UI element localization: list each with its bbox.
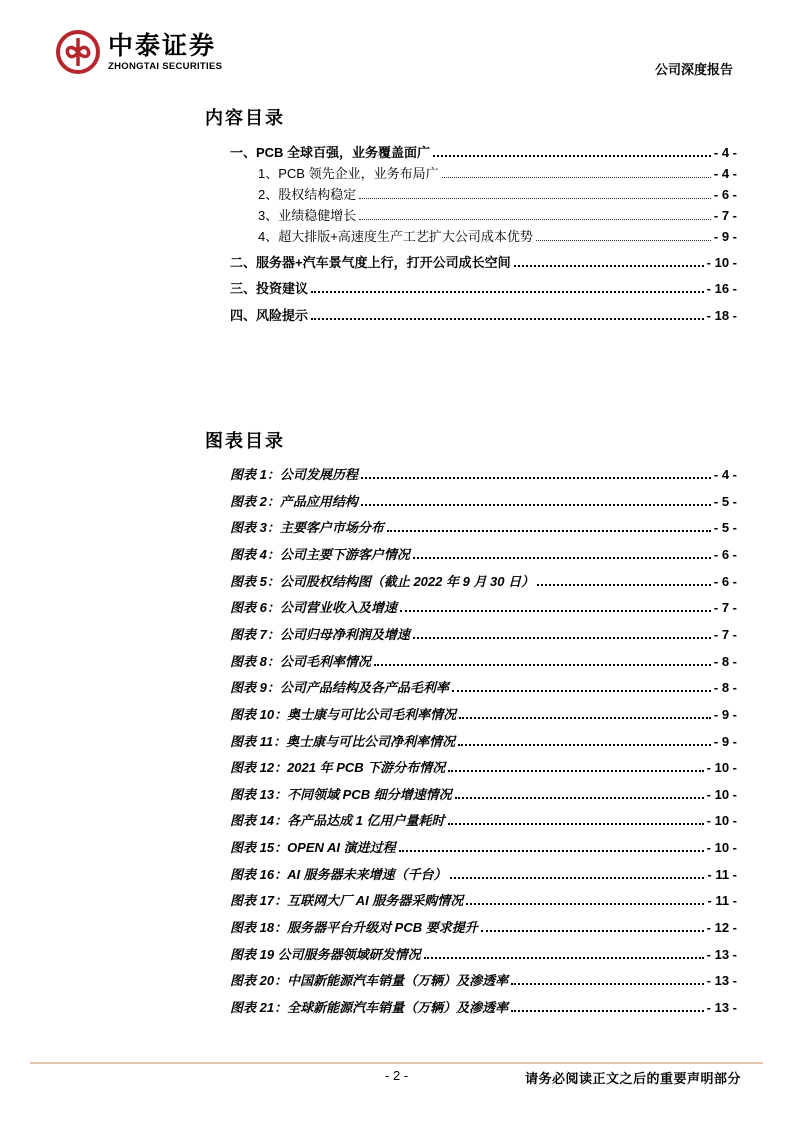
- entry-label: 图表 13：不同领域 PCB 细分增速情况: [230, 786, 452, 802]
- dot-leader: [511, 1010, 704, 1012]
- figure-entry[interactable]: [230, 840, 737, 856]
- dot-leader: [450, 877, 705, 879]
- figure-entry[interactable]: [230, 707, 737, 723]
- dot-leader: [466, 903, 704, 905]
- entry-label: 图表 14：各产品达成 1 亿用户量耗时: [230, 813, 445, 829]
- logo-english-name: ZHONGTAI SECURITIES: [108, 60, 223, 72]
- dot-leader: [458, 744, 711, 746]
- entry-page: - 13 -: [706, 946, 737, 962]
- entry-page: - 11 -: [707, 866, 737, 882]
- entry-page: - 12 -: [706, 920, 737, 936]
- page-number: - 2 -: [385, 1068, 409, 1083]
- entry-page: - 8 -: [713, 680, 737, 696]
- figure-entry[interactable]: [230, 893, 737, 909]
- entry-page: - 8 -: [713, 653, 737, 669]
- dot-leader: [399, 850, 704, 852]
- entry-page: - 10 -: [706, 840, 737, 856]
- entry-page: - 9 -: [713, 706, 737, 722]
- figure-entry[interactable]: [230, 813, 737, 829]
- entry-label: 图表 3：主要客户市场分布: [230, 520, 384, 536]
- dot-leader: [459, 717, 711, 719]
- entry-label: 图表 16：AI 服务器未来增速（千台）: [230, 866, 447, 882]
- entry-label: 图表 7：公司归母净利润及增速: [230, 626, 410, 642]
- entry-page: - 5 -: [713, 493, 737, 509]
- dot-leader: [413, 557, 711, 559]
- entry-page: - 18 -: [706, 308, 737, 323]
- entry-page: - 16 -: [706, 281, 737, 296]
- entry-label: 图表 2：产品应用结构: [230, 493, 358, 509]
- entry-label: 二、服务器+汽车景气度上行，打开公司成长空间: [230, 255, 511, 270]
- entry-label: 图表 20：中国新能源汽车销量（万辆）及渗透率: [230, 973, 509, 989]
- entry-label: 4、超大排版+高速度生产工艺扩大公司成本优势: [258, 229, 533, 244]
- toc-entry[interactable]: [258, 229, 737, 245]
- dot-leader: [514, 265, 704, 267]
- entry-label: 图表 5：公司股权结构图（截止 2022 年 9 月 30 日）: [230, 573, 535, 589]
- figure-entry[interactable]: [230, 973, 737, 989]
- figure-entry[interactable]: [230, 1000, 737, 1016]
- entry-label: 图表 1：公司发展历程: [230, 467, 358, 482]
- entry-label: 图表 21：全球新能源汽车销量（万辆）及渗透率: [230, 1000, 509, 1015]
- entry-label: 三、投资建议: [230, 281, 309, 296]
- entry-page: - 10 -: [706, 760, 737, 776]
- footer-disclaimer: 请务必阅读正文之后的重要声明部分: [524, 1071, 741, 1086]
- figure-entry[interactable]: [230, 520, 737, 536]
- entry-label: 图表 11：奥士康与可比公司净利率情况: [230, 733, 456, 749]
- figure-entry[interactable]: [230, 574, 737, 590]
- contents-title: 内容目录: [205, 108, 285, 128]
- entry-label: 2、股权结构稳定: [258, 187, 357, 202]
- entry-label: 图表 10：奥士康与可比公司毛利率情况: [230, 706, 457, 722]
- entry-page: - 7 -: [713, 208, 737, 223]
- toc-entry[interactable]: [230, 281, 737, 297]
- figure-entry[interactable]: [230, 680, 737, 696]
- toc-entry[interactable]: [230, 308, 737, 324]
- dot-leader: [311, 318, 704, 320]
- entry-label: 图表 6：公司营业收入及增速: [230, 600, 397, 616]
- entry-page: - 7 -: [713, 600, 737, 616]
- entry-page: - 5 -: [713, 520, 737, 536]
- entry-page: - 9 -: [713, 229, 737, 244]
- dot-leader: [481, 930, 704, 932]
- figures-title: 图表目录: [205, 431, 285, 451]
- figure-entry[interactable]: [230, 760, 737, 776]
- entry-page: - 7 -: [713, 626, 737, 642]
- figure-entry[interactable]: [230, 867, 737, 883]
- dot-leader: [442, 177, 711, 178]
- entry-label: 图表 19 公司服务器领域研发情况: [230, 946, 421, 962]
- toc-entry[interactable]: [258, 187, 737, 203]
- entry-label: 图表 9：公司产品结构及各产品毛利率: [230, 680, 449, 696]
- dot-leader: [361, 504, 711, 506]
- figure-entry[interactable]: [230, 494, 737, 510]
- entry-label: 图表 12：2021 年 PCB 下游分布情况: [230, 760, 446, 776]
- dot-leader: [400, 610, 711, 612]
- entry-page: - 13 -: [706, 973, 737, 989]
- figure-entry[interactable]: [230, 734, 737, 750]
- entry-label: 图表 15：OPEN AI 演进过程: [230, 840, 396, 856]
- entry-page: - 6 -: [713, 546, 737, 562]
- dot-leader: [359, 219, 711, 220]
- report-type: 公司深度报告: [654, 62, 733, 77]
- figure-entry[interactable]: [230, 920, 737, 936]
- figure-entry[interactable]: [230, 600, 737, 616]
- entry-page: - 6 -: [713, 573, 737, 589]
- figure-entry[interactable]: [230, 947, 737, 963]
- dot-leader: [359, 198, 711, 199]
- entry-page: - 4 -: [713, 145, 737, 160]
- dot-leader: [311, 291, 704, 293]
- entry-label: 1、PCB 领先企业，业务布局广: [258, 166, 439, 181]
- entry-label: 四、风险提示: [230, 308, 309, 323]
- logo-emblem-icon: [56, 30, 100, 74]
- dot-leader: [448, 823, 704, 825]
- dot-leader: [448, 770, 703, 772]
- entry-page: - 13 -: [706, 1000, 737, 1015]
- figure-entry[interactable]: [230, 787, 737, 803]
- dot-leader: [374, 664, 711, 666]
- figure-entry[interactable]: [230, 654, 737, 670]
- dot-leader: [361, 477, 711, 479]
- entry-label: 图表 17：互联网大厂 AI 服务器采购情况: [230, 893, 464, 909]
- dot-leader: [387, 530, 711, 532]
- dot-leader: [536, 240, 711, 241]
- figure-entry[interactable]: [230, 627, 737, 643]
- entry-page: - 10 -: [706, 786, 737, 802]
- entry-page: - 10 -: [706, 813, 737, 829]
- entry-page: - 4 -: [713, 467, 737, 482]
- toc-entry[interactable]: [230, 145, 737, 161]
- entry-label: 一、PCB 全球百强，业务覆盖面广: [230, 145, 431, 160]
- toc-entry[interactable]: [258, 166, 737, 182]
- entry-page: - 6 -: [713, 187, 737, 202]
- company-logo: [56, 30, 222, 74]
- dot-leader: [511, 983, 704, 985]
- toc-entry[interactable]: [230, 255, 737, 271]
- dot-leader: [452, 690, 711, 692]
- entry-label: 图表 8：公司毛利率情况: [230, 653, 371, 669]
- entry-page: - 4 -: [713, 166, 737, 181]
- figure-entry[interactable]: [230, 467, 737, 483]
- entry-page: - 9 -: [713, 733, 737, 749]
- entry-label: 图表 4：公司主要下游客户情况: [230, 546, 410, 562]
- dot-leader: [537, 584, 711, 586]
- dot-leader: [455, 797, 704, 799]
- logo-chinese-name: 中泰证券: [108, 30, 217, 60]
- dot-leader: [424, 957, 704, 959]
- figure-entry[interactable]: [230, 547, 737, 563]
- entry-label: 3、业绩稳健增长: [258, 208, 357, 223]
- toc-entry[interactable]: [258, 208, 737, 224]
- entry-page: - 11 -: [707, 893, 737, 909]
- entry-page: - 10 -: [706, 255, 737, 270]
- entry-label: 图表 18：服务器平台升级对 PCB 要求提升: [230, 920, 478, 936]
- dot-leader: [433, 155, 711, 157]
- dot-leader: [413, 637, 711, 639]
- footer-divider: [30, 1062, 763, 1064]
